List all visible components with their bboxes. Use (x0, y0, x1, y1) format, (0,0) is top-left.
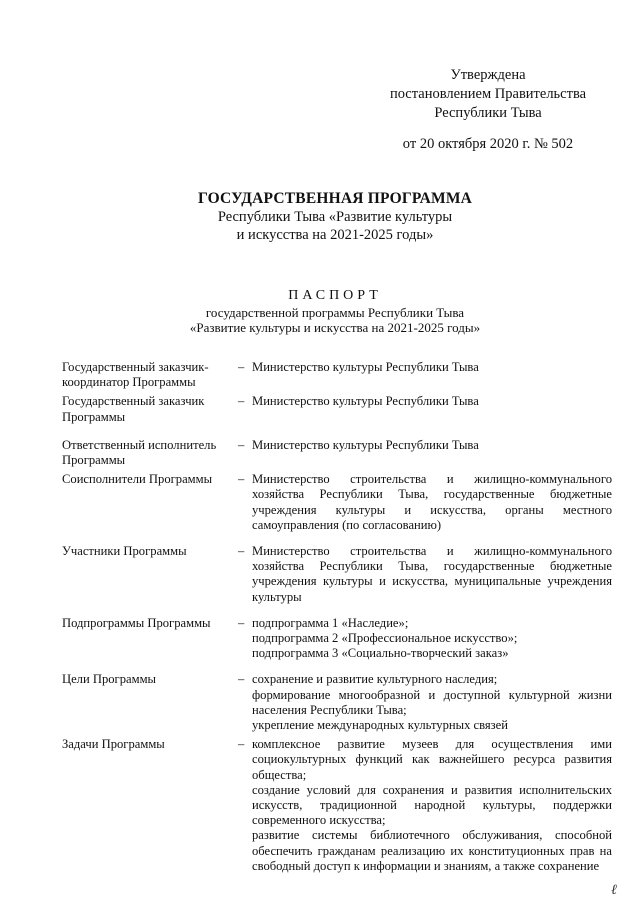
row-label: Соисполнители Программы (62, 472, 213, 487)
row-value: Министерство культуры Республики Тыва (252, 394, 479, 409)
program-subtitle-2: и искусства на 2021-2025 годы» (236, 227, 434, 243)
row-label: Подпрограммы Программы (62, 615, 211, 630)
row-value: Министерство строительства и жилищно-коммунального хозяйства Республики Тыва, государственные бюджетные учреждения культуры и искусства, органы местного самоуправления (по согласованию) (252, 472, 612, 532)
passport-table (62, 360, 612, 874)
row-subprograms (62, 616, 612, 662)
passport-subtitle-2: «Развитие культуры и искусства на 2021-2025 годы» (189, 320, 481, 335)
row-value: сохранение и развитие культурного наследия; формирование многообразной и доступной культурной жизни населения Республики Тыва; укрепление международных культурных связей (252, 672, 612, 733)
program-title: ГОСУДАРСТВЕННАЯ ПРОГРАММА (197, 190, 473, 207)
row-dash: – (238, 544, 245, 559)
passport-title: ПАСПОРТ (288, 288, 382, 303)
row-customer-coordinator (62, 360, 612, 390)
row-tasks (62, 737, 612, 874)
row-label: Задачи Программы (62, 737, 165, 752)
row-responsible-executor (62, 438, 612, 468)
row-dash: – (238, 737, 245, 752)
approval-date: от 20 октября 2020 г. № 502 (402, 136, 574, 152)
row-dash: – (238, 360, 245, 374)
row-value: комплексное развитие музеев для осуществления ими социокультурных функций как важнейшего ресурса развития общества; создание условий для сохранения и развития исполнительских искусств, традиционной народной культуры, поддержки современного искусства; развитие системы библиотечного обслуживания, способной обеспечить гражданам реализацию их конституционных прав на свободный доступ к информации и знаниям, а также сохранение (252, 737, 612, 873)
row-value: Министерство культуры Республики Тыва (252, 437, 479, 452)
program-title-block (120, 190, 550, 244)
passport-subtitle-1: государственной программы Республики Тыва (205, 305, 465, 320)
row-dash: – (238, 394, 245, 409)
row-customer (62, 394, 612, 424)
passport-heading (120, 288, 550, 335)
row-dash: – (238, 615, 245, 630)
row-label: Государственный заказчик- координатор Программы (62, 360, 209, 390)
row-participants (62, 544, 612, 605)
row-co-executors (62, 472, 612, 533)
row-value: Министерство культуры Республики Тыва (252, 360, 479, 374)
approval-line-1: Утверждена (450, 67, 526, 83)
approval-line-2: постановлением Правительства (389, 86, 587, 102)
approval-block (378, 66, 598, 154)
initials-mark: ℓ (611, 883, 617, 898)
row-value: подпрограмма 1 «Наследие»; подпрограмма 2 «Профессиональное искусство»; подпрограмма 3 «Социально-творческий заказ» (252, 615, 518, 661)
row-value: Министерство строительства и жилищно-коммунального хозяйства Республики Тыва, государственные бюджетные учреждения культуры и искусства, муниципальные учреждения культуры (252, 544, 612, 604)
approval-line-3: Республики Тыва (434, 105, 542, 121)
row-goals (62, 672, 612, 733)
row-label: Государственный заказчик Программы (62, 394, 205, 424)
row-dash: – (238, 472, 245, 487)
row-label: Ответственный исполнитель Программы (62, 437, 217, 468)
program-subtitle-1: Республики Тыва «Развитие культуры (217, 209, 453, 225)
row-dash: – (238, 437, 245, 452)
row-dash: – (238, 672, 245, 687)
row-label: Цели Программы (62, 672, 156, 687)
row-label: Участники Программы (62, 544, 187, 559)
